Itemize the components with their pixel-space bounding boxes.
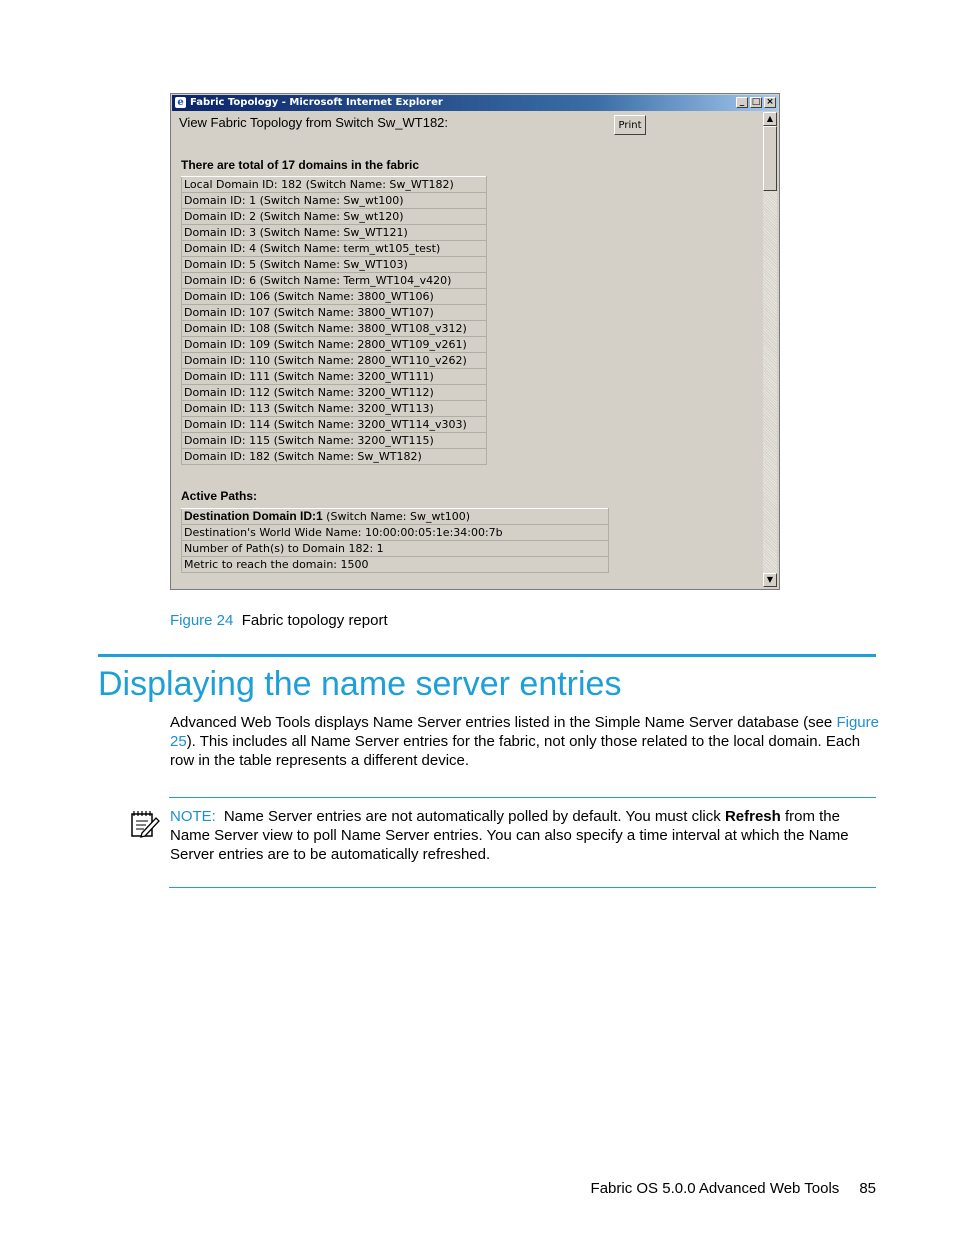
window-title: Fabric Topology - Microsoft Internet Explorer [190,97,443,108]
table-row [182,305,487,321]
table-row [182,509,609,525]
domain-cell: Domain ID: 115 (Switch Name: 3200_WT115) [182,433,487,449]
domain-cell: Domain ID: 2 (Switch Name: Sw_wt120) [182,209,487,225]
section-divider [98,654,876,657]
domain-cell: Domain ID: 5 (Switch Name: Sw_WT103) [182,257,487,273]
ie-window-screenshot [170,93,780,590]
table-row [182,385,487,401]
paragraph-text: ). This includes all Name Server entries for the fabric, not only those related to the local domain. Each row in the table represents a different device. [170,733,861,769]
table-row [182,433,487,449]
body-paragraph [170,713,882,770]
table-row [182,273,487,289]
table-row [182,449,487,465]
domain-cell: Domain ID: 108 (Switch Name: 3800_WT108_v312) [182,321,487,337]
path-count-cell: Number of Path(s) to Domain 182: 1 [182,541,609,557]
vertical-scrollbar[interactable] [763,112,777,587]
minimize-button[interactable]: _ [736,97,748,108]
note-text: from the Name Server view to poll Name Server entries. You can also specify a time interval at which the Name Server entries are to be automatically refreshed. [170,808,849,863]
note-label: NOTE: [170,808,216,825]
view-title: View Fabric Topology from Switch Sw_WT182: [179,115,449,130]
destination-cell [182,509,609,525]
page-number: 85 [859,1180,876,1197]
page-footer [591,1180,876,1197]
domain-cell: Domain ID: 110 (Switch Name: 2800_WT110_v262) [182,353,487,369]
scroll-up-arrow-icon[interactable]: ▲ [763,112,777,126]
metric-cell: Metric to reach the domain: 1500 [182,557,609,573]
refresh-keyword: Refresh [724,808,781,825]
domain-cell: Domain ID: 107 (Switch Name: 3800_WT107) [182,305,487,321]
internet-explorer-icon: e [175,97,186,108]
note-icon [130,808,160,838]
table-row [182,401,487,417]
domain-cell: Domain ID: 1 (Switch Name: Sw_wt100) [182,193,487,209]
table-row [182,225,487,241]
note-top-rule [169,797,876,798]
domain-cell: Domain ID: 114 (Switch Name: 3200_WT114_v303) [182,417,487,433]
table-row [182,289,487,305]
destination-domain-label: Destination Domain ID:1 [184,509,323,523]
domain-cell: Domain ID: 109 (Switch Name: 2800_WT109_v261) [182,337,487,353]
domain-cell: Domain ID: 3 (Switch Name: Sw_WT121) [182,225,487,241]
table-row [182,337,487,353]
domain-cell: Domain ID: 6 (Switch Name: Term_WT104_v420) [182,273,487,289]
destination-switch-name: (Switch Name: Sw_wt100) [322,510,471,523]
domain-cell: Domain ID: 4 (Switch Name: term_wt105_test) [182,241,487,257]
figure-caption-text: Fabric topology report [241,612,388,629]
figure-25-link[interactable]: Figure 25 [170,714,879,750]
table-row [182,557,609,573]
table-row [182,353,487,369]
table-row [182,541,609,557]
note-bottom-rule [169,887,876,888]
note-block [170,807,882,864]
domain-total-text: There are total of 17 domains in the fabric [181,158,420,172]
note-text: Name Server entries are not automatically polled by default. You must click [223,808,725,825]
section-heading: Displaying the name server entries [98,665,622,703]
domain-cell: Domain ID: 113 (Switch Name: 3200_WT113) [182,401,487,417]
domain-cell: Local Domain ID: 182 (Switch Name: Sw_WT182) [182,177,487,193]
domain-table [181,176,487,465]
page-content [173,112,762,587]
table-row [182,209,487,225]
table-row [182,177,487,193]
table-row [182,417,487,433]
window-titlebar [172,95,778,111]
figure-caption [170,612,388,629]
active-paths-title: Active Paths: [181,489,258,503]
paragraph-text: Advanced Web Tools displays Name Server entries listed in the Simple Name Server database (see [170,714,837,731]
close-button[interactable]: × [764,97,776,108]
figure-label: Figure 24 [170,612,234,629]
active-paths-table [181,508,609,573]
print-button[interactable]: Print [614,115,646,135]
maximize-button[interactable]: □ [751,97,761,107]
domain-cell: Domain ID: 111 (Switch Name: 3200_WT111) [182,369,487,385]
domain-cell: Domain ID: 182 (Switch Name: Sw_WT182) [182,449,487,465]
table-row [182,257,487,273]
domain-cell: Domain ID: 112 (Switch Name: 3200_WT112) [182,385,487,401]
table-row [182,369,487,385]
scroll-down-arrow-icon[interactable]: ▼ [763,573,777,587]
wwn-cell: Destination's World Wide Name: 10:00:00:05:1e:34:00:7b [182,525,609,541]
scrollbar-thumb[interactable] [763,126,777,191]
footer-title: Fabric OS 5.0.0 Advanced Web Tools [590,1180,840,1197]
table-row [182,525,609,541]
domain-cell: Domain ID: 106 (Switch Name: 3800_WT106) [182,289,487,305]
table-row [182,321,487,337]
table-row [182,193,487,209]
table-row [182,241,487,257]
